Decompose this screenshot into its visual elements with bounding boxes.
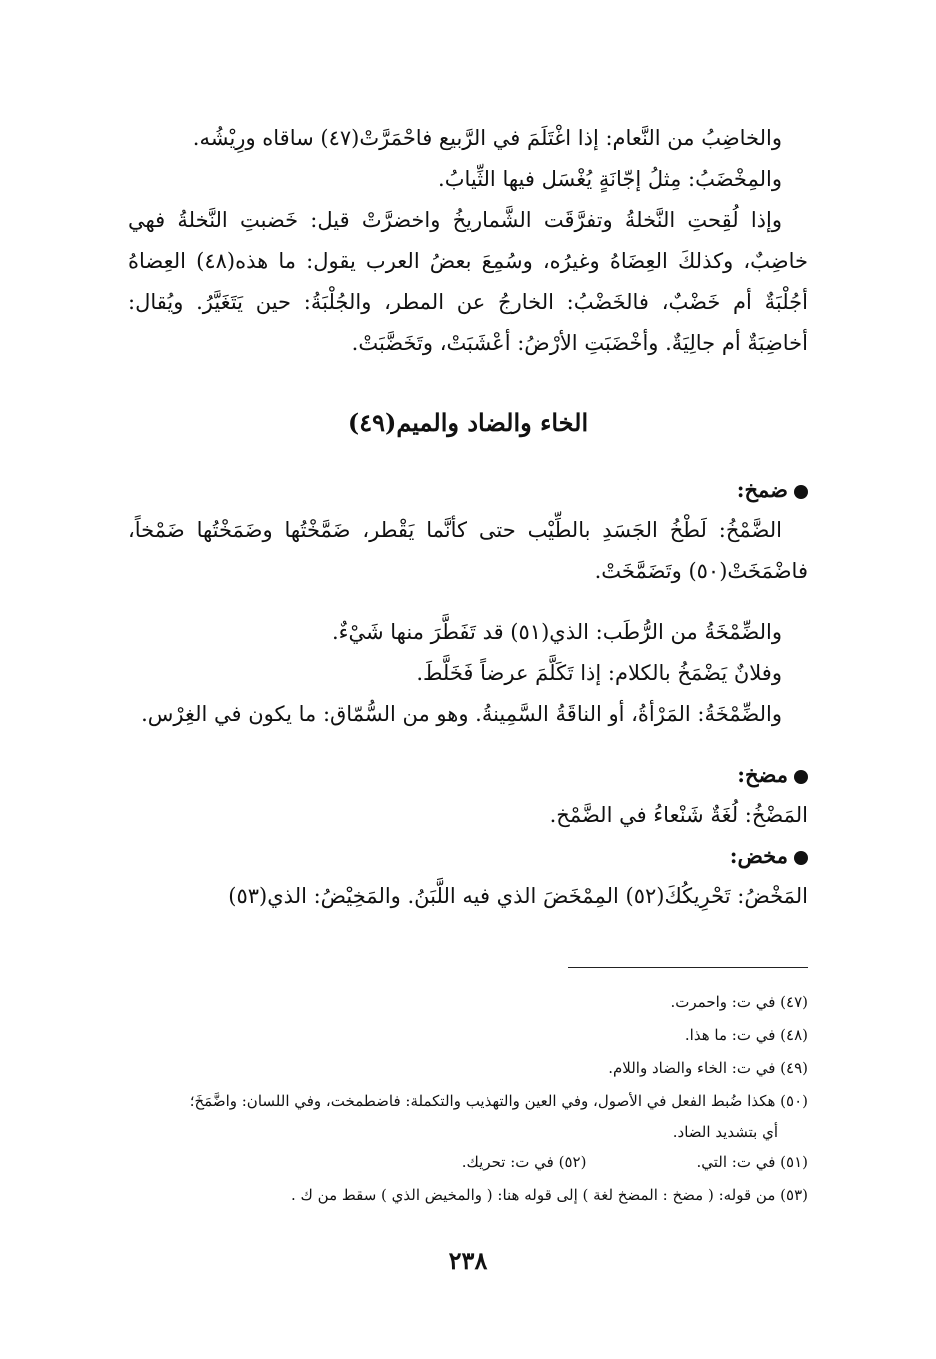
section-heading: الخاء والضاد والميم(٤٩): [347, 408, 589, 437]
text-line: والضِّمْخَةُ من الرُّطَب: الذي(٥١) قد تَفَطَّرَ منها شَيْءٌ.: [331, 620, 782, 644]
footnote: (٥١) في ت: التي.: [696, 1153, 808, 1171]
entry-label: ضمخ:: [736, 477, 788, 502]
text-line: المَخْضُ: تَحْرِيكُكَ(٥٢) المِمْخَضَ الذي فيه اللَّبَنُ. والمَخِيْضُ: الذي(٥٣): [228, 884, 808, 908]
paragraph: وإذا لُقِحتِ النَّخلةُ وتفرَّقَت الشَّماريخُ واخضرَّتْ قيل: خَضبتِ النَّخلةُ فهي خاضِبٌ، وكذلكَ العِضَاهُ وغيرُه، وسُمِعَ بعضُ العرب يقول: ما هذه(٤٨) العِضاهُ أجُلْبَةٌ أم خَضْبٌ، فالخَضْبُ: الخارجُ عن المطر، والجُلْبَةُ: حين يَتَغَيَّرُ. ويُقال: أخاضِبَةٌ أم جالِيَةٌ. وأخْضَبَتِ الأرْضُ: أعْشَبَتْ، وتَخَضَّبَتْ.: [128, 208, 808, 355]
entry-heading-mkhd: [128, 836, 808, 876]
footnote: (٥٠) هكذا ضُبط الفعل في الأصول، وفي العين والتهذيب والتكملة: فاضطمخت، وفي اللسان: واضَّمَخَ؛: [189, 1092, 808, 1110]
entry-heading-dmkh: [128, 470, 808, 510]
footnote: (٤٨) في ت: ما هذا.: [684, 1026, 808, 1044]
paragraph: الضَّمْخُ: لَطْخُ الجَسَدِ بالطِّيْب حتى كأنَّما يَقْطر، ضَمَّخْتُها وضَمَخْتُها ضَمْخاً، فاضْمَخَتْ(٥٠) وتَضَمَّخَتْ.: [128, 518, 808, 583]
page-number: ٢٣٨: [448, 1246, 488, 1275]
intro-block: [128, 118, 808, 364]
entry-label: مضخ:: [737, 762, 788, 787]
footnote-row: [128, 1146, 808, 1179]
footnotes: [128, 986, 808, 1212]
entry-label: مخض:: [729, 843, 788, 868]
text-line: والمِخْضَبُ: مِثلُ إجّانَةٍ يُغْسَل فيها الثِّيابُ.: [438, 167, 782, 191]
text-line: المَضْخُ: لُغَةٌ شَنْعاءُ في الضَّمْخ.: [549, 803, 808, 827]
footnote: (٤٩) في ت: الخاء والضاد واللام.: [608, 1059, 808, 1077]
bullet-icon: [794, 770, 808, 784]
text-line: والخاضِبُ من النَّعام: إذا اغْتَلَمَ في الرَّبيع فاحْمَرَّتْ(٤٧) ساقاه ورِيْشُه.: [192, 126, 782, 150]
footnote: (٤٧) في ت: واحمرت.: [670, 993, 808, 1011]
bullet-icon: [794, 851, 808, 865]
text-line: والضِّمْخَةُ: المَرْأةُ، أو الناقَةُ السَّمِينةُ. وهو من السُّمّاق: ما يكون في الغِرْس.: [141, 702, 782, 726]
entry-heading-mdkh: [128, 755, 808, 795]
footnote: (٥٣) من قوله: ( مضخ : المضخ لغة ) إلى قوله هنا: ( والمخيض الذي ) سقط من ك .: [290, 1186, 808, 1204]
footnote: (٥٢) في ت: تحريك.: [461, 1153, 587, 1171]
entry-block: [128, 470, 808, 917]
footnote-continuation: أي بتشديد الضاد.: [672, 1123, 778, 1141]
footnote-separator: [568, 967, 808, 968]
text-line: وفلانٌ يَضْمَخُ بالكلام: إذا تَكَلَّمَ عرضاً فَخَلَّطَ.: [416, 661, 782, 685]
bullet-icon: [794, 485, 808, 499]
